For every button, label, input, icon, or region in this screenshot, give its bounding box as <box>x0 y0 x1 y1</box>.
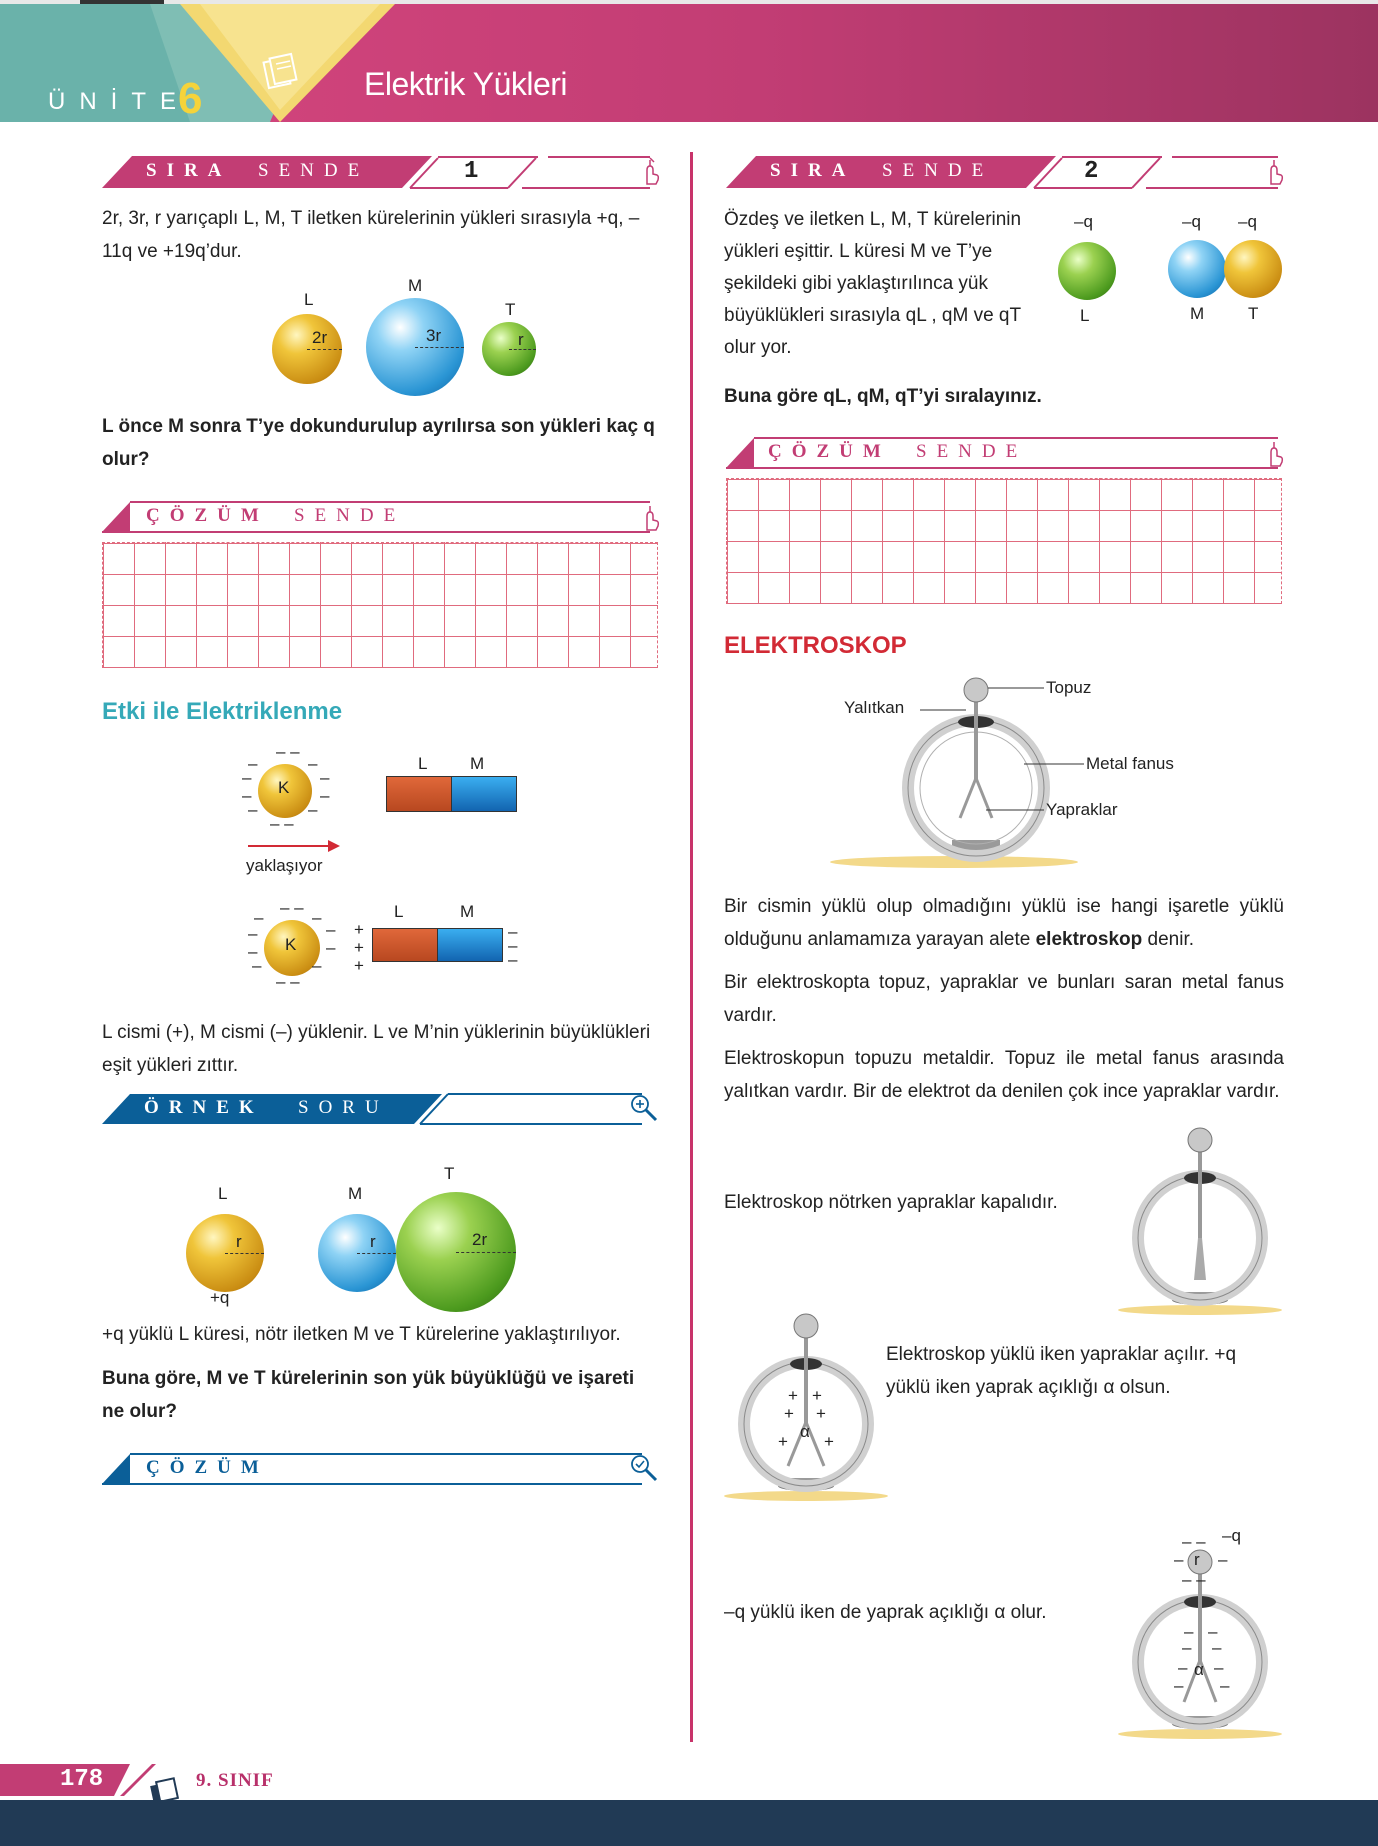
cozum-sende-1-banner <box>102 500 660 534</box>
answer-grid-2[interactable] <box>726 478 1282 604</box>
cozum-banner <box>102 1452 660 1486</box>
label-metal-fanus: Metal fanus <box>1086 754 1174 773</box>
alpha-label: α <box>1194 1660 1204 1679</box>
answer-grid-1[interactable] <box>102 542 658 668</box>
soru-word: SORU <box>298 1097 389 1118</box>
label-T: T <box>1248 304 1259 323</box>
charge-L: –q <box>1074 212 1093 231</box>
ornek-word: ÖRNEK <box>144 1097 264 1118</box>
unit-number: 6 <box>178 74 203 123</box>
hand-pointer-icon <box>1264 438 1284 473</box>
label-L: L <box>304 290 314 309</box>
cozum-word: ÇÖZÜM <box>146 1457 269 1478</box>
column-divider <box>690 152 693 1742</box>
unit-label: ÜNİTE <box>48 88 190 115</box>
etki-figure-2: K – – – – – – – – – – – – L M + + + – – – <box>248 898 518 991</box>
radius-M: 3r <box>426 326 442 345</box>
label-M: M <box>460 902 475 921</box>
magnifier-plus-icon <box>628 1092 660 1129</box>
charge-M: –q <box>1182 212 1201 231</box>
paragraph-4: Elektroskop nötrken yapraklar kapalıdır. <box>724 1192 1058 1213</box>
sphere-M <box>1168 240 1226 298</box>
book-icon <box>262 50 298 90</box>
q2-spheres-figure <box>1054 210 1294 330</box>
paragraph-2: Bir elektroskopta topuz, yapraklar ve bunları saran metal fanus vardır. <box>724 972 1284 1026</box>
label-M: M <box>348 1184 363 1203</box>
label-L: L <box>418 754 428 773</box>
label-M: M <box>408 276 423 295</box>
label-T: T <box>444 1164 455 1183</box>
radius-M: r <box>370 1232 376 1251</box>
cozum-word: ÇÖZÜM <box>768 441 891 462</box>
ornek-text: +q yüklü L küresi, nötr iletken M ve T kürelerine yaklaştırılıyor. <box>102 1324 621 1345</box>
electroscope-neutral <box>1116 1120 1286 1316</box>
label-yalitkan: Yalıtkan <box>844 698 905 717</box>
q1-spheres-figure <box>260 278 550 408</box>
footer-bar <box>0 1800 1378 1846</box>
ornek-question: Buna göre, M ve T kürelerinin son yük büyüklüğü ve işareti ne olur? <box>102 1368 635 1422</box>
label-M: M <box>470 754 485 773</box>
approach-label: yaklaşıyor <box>246 856 323 875</box>
label-L: L <box>1080 306 1090 325</box>
ornek-soru-banner <box>102 1092 660 1126</box>
charge-label: –q <box>1222 1526 1241 1545</box>
cozum-sende-2-banner <box>726 436 1284 470</box>
electroscope-diagram <box>824 672 1184 880</box>
sende-word: SENDE <box>916 441 1028 462</box>
charge-T: –q <box>1238 212 1257 231</box>
header-banner <box>0 0 1378 122</box>
grade-label: 9. SINIF <box>196 1770 274 1791</box>
paragraph-6: –q yüklü iken de yaprak açıklığı α olur. <box>724 1602 1047 1623</box>
charge-L: +q <box>210 1288 230 1307</box>
bar-L <box>386 776 452 812</box>
radius-T: 2r <box>472 1230 488 1249</box>
sira-number: 1 <box>464 158 479 185</box>
sira-sende-1-banner <box>102 154 660 190</box>
label-L: L <box>218 1184 228 1203</box>
elektroskop-title: ELEKTROSKOP <box>724 632 907 659</box>
sende-word: SENDE <box>294 505 406 526</box>
bar-M <box>451 776 517 812</box>
sira-number: 2 <box>1084 158 1099 185</box>
label-M: M <box>1190 304 1205 323</box>
cozum-word: ÇÖZÜM <box>146 505 269 526</box>
radius-L: r <box>236 1232 242 1251</box>
sira-word: SIRA <box>146 160 232 181</box>
ornek-spheres-figure <box>180 1160 540 1320</box>
sira-word: SIRA <box>770 160 856 181</box>
paragraph-3: Elektroskopun topuzu metaldir. Topuz ile metal fanus arasında yalıtkan vardır. Bir de elektrot da denilen çok ince yapraklar vardır. <box>724 1048 1284 1102</box>
radius-L: 2r <box>312 328 328 347</box>
sira-sende-2-banner <box>726 154 1284 190</box>
label-T: T <box>505 300 516 319</box>
page-number: 178 <box>60 1766 104 1793</box>
etki-text: L cismi (+), M cismi (–) yüklenir. L ve M’nin yüklerinin büyüklükleri eşit yükleri zıttır. <box>102 1022 651 1076</box>
q1-question: L önce M sonra T’ye dokundurulup ayrılırsa son yükleri kaç q olur? <box>102 416 655 470</box>
alpha-label: α <box>800 1422 810 1441</box>
radius-label: r <box>1194 1550 1200 1569</box>
sphere-L <box>1058 242 1116 300</box>
magnifier-check-icon <box>628 1452 660 1489</box>
sphere-T <box>1224 240 1282 298</box>
q2-text: Özdeş ve iletken L, M, T kürelerinin yükleri eşittir. L küresi M ve T’ye şekildeki gibi yaklaştırılınca yük büyüklükleri sırasıyla qL , qM ve qT olur yor. <box>724 209 1022 358</box>
sende-word: SENDE <box>882 160 994 181</box>
label-K: K <box>285 935 297 954</box>
bar-M <box>437 928 503 962</box>
label-yapraklar: Yapraklar <box>1046 800 1118 819</box>
q1-text: 2r, 3r, r yarıçaplı L, M, T iletken kürelerinin yükleri sırasıyla +q, –11q ve +19q’dur. <box>102 208 640 262</box>
label-topuz: Topuz <box>1046 678 1092 697</box>
electroscope-negative: r –q – – – – – – – – – – – – – – α <box>1116 1526 1286 1740</box>
hand-pointer-icon <box>1264 156 1284 191</box>
label-L: L <box>394 902 404 921</box>
page-title: Elektrik Yükleri <box>364 66 568 102</box>
hand-pointer-icon <box>640 502 660 537</box>
label-K: K <box>278 778 290 797</box>
q2-question: Buna göre qL, qM, qT’yi sıralayınız. <box>724 386 1042 407</box>
radius-T: r <box>518 330 524 349</box>
electroscope-positive: + + + + + + α <box>722 1306 892 1502</box>
bar-L <box>372 928 438 962</box>
paragraph-1: Bir cismin yüklü olup olmadığını yüklü ise hangi işaretle yüklü olduğunu anlamamıza yarayan alete elektroskop denir. <box>724 896 1284 950</box>
etki-title: Etki ile Elektriklenme <box>102 698 343 725</box>
paragraph-5: Elektroskop yüklü iken yapraklar açılır. +q yüklü iken yaprak açıklığı α olsun. <box>886 1344 1237 1398</box>
etki-figure-1: K – – – – – – – – – – – – yaklaşıyor L M <box>236 742 536 882</box>
hand-pointer-icon <box>640 156 660 191</box>
sende-word: SENDE <box>258 160 370 181</box>
